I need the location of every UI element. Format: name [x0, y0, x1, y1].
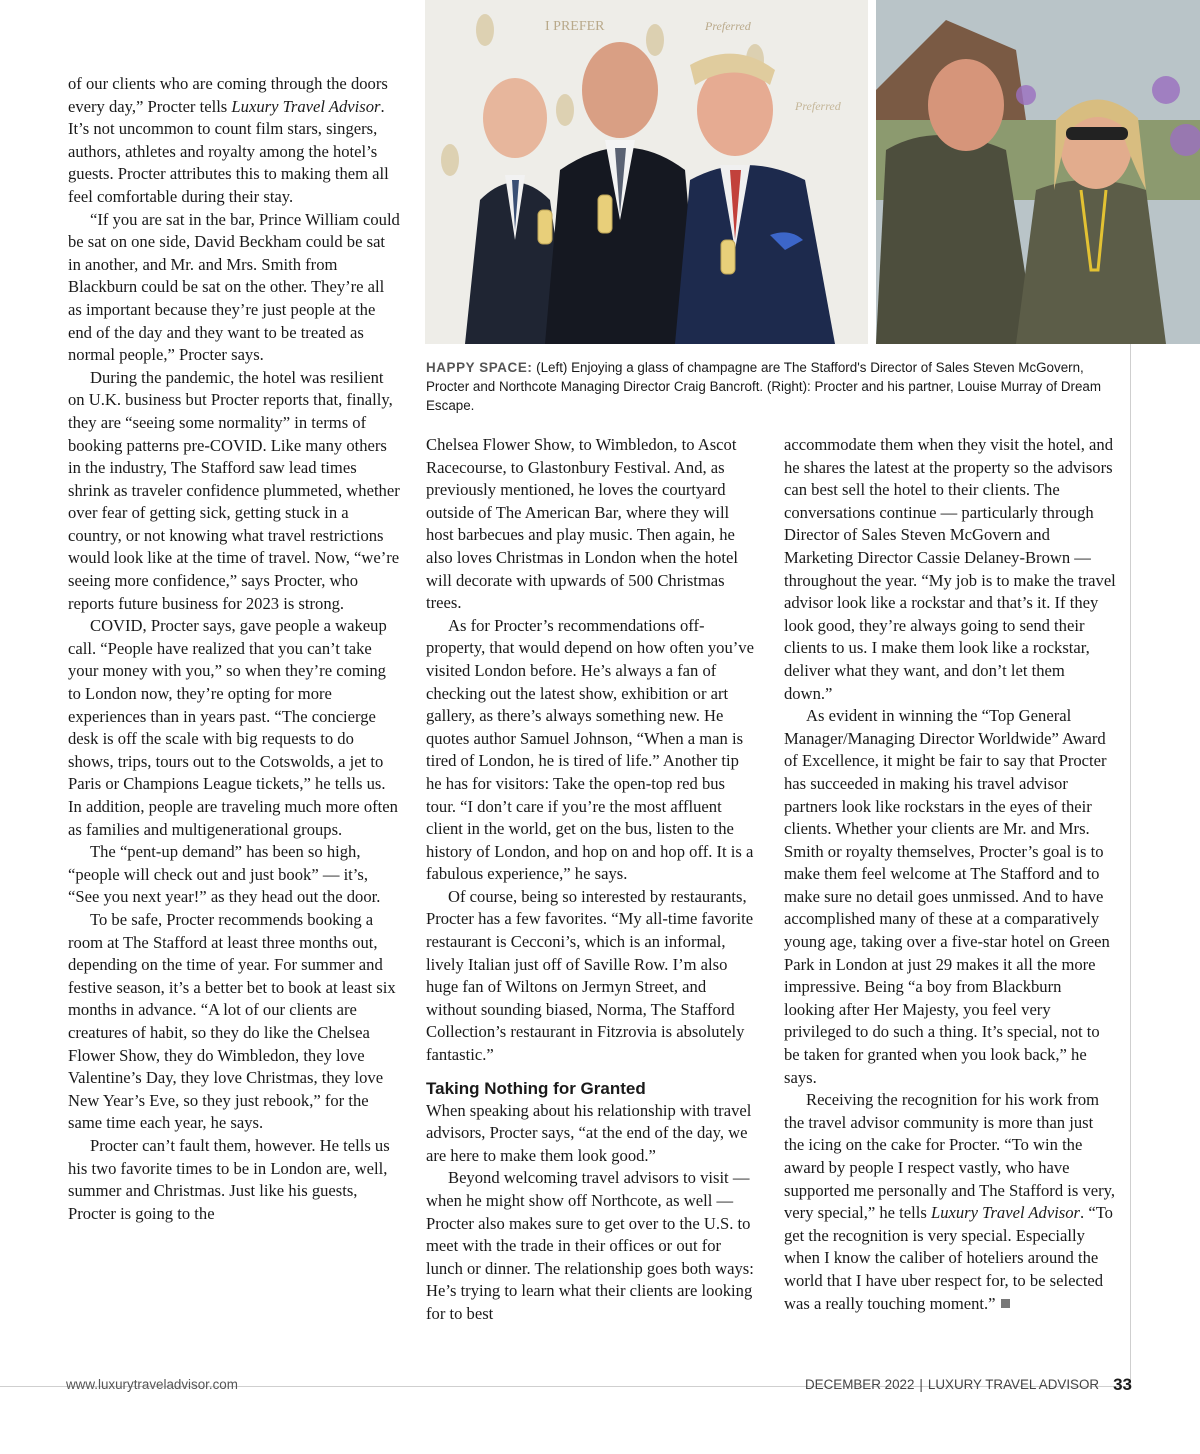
paragraph-text: Receiving the recognition for his work from the travel advisor community is more than just the icing on the cake for Procter. “To win the award by people I respect vastly, who have supported me personally and The Stafford is very, very special,” he tells: [784, 1090, 1116, 1223]
backdrop-text: I PREFER: [545, 19, 605, 34]
paragraph-text: of our clients who are coming through the doors every day,” Procter tells: [68, 74, 388, 116]
page-number: 33: [1113, 1375, 1132, 1394]
paragraph: [68, 73, 400, 209]
paragraph-text-continued: . “To get the recognition is very special. Especially when I know the caliber of hoteliers around the world that I have uber respect for, to be selected was a really touching moment.”: [784, 1203, 1113, 1313]
footer-website-link[interactable]: www.luxurytraveladvisor.com: [66, 1377, 238, 1392]
paragraph: [784, 434, 1116, 705]
paragraph-text-continued: . It’s not uncommon to count film stars, singers, authors, athletes and royalty among the hotel’s guests. Procter attributes this to making them all feel comfortable during their stay.: [68, 96, 389, 206]
caption-text: (Left) Enjoying a glass of champagne are The Stafford's Director of Sales Steven McGovern, Procter and Northcote Managing Director Craig Bancroft. (Right): Procter and his partner, Louise Murray of Dream Escape.: [426, 360, 1102, 413]
paragraph: [68, 209, 400, 367]
paragraph: [68, 367, 400, 616]
photo-caption: [426, 359, 1116, 415]
footer-date: DECEMBER 2022: [805, 1377, 915, 1392]
paragraph-text: During the pandemic, the hotel was resilient on U.K. business but Procter reports that, finally, they are “seeing some normality” in terms of booking patterns pre-COVID. Like many others in the industry, The Stafford saw lead times shrink as traveler confidence plummeted, whether over fear of getting sick, getting stuck in a country, or not knowing what travel restrictions would look like at the time of travel. Now, “we’re seeing more confidence,” says Procter, who reports future business for 2023 is strong.: [68, 367, 400, 613]
photo-left-illustration: [425, 0, 868, 344]
svg-text:Preferred: Preferred: [705, 19, 751, 33]
column-2-body: [426, 434, 758, 1067]
paragraph-text: The “pent-up demand” has been so high, “people will check out and just book” — it’s, “See you next year!” as they head out the door.: [68, 842, 381, 907]
paragraph: [68, 615, 400, 841]
paragraph-text: As evident in winning the “Top General Manager/Managing Director Worldwide” Award of Excellence, it might be fair to say that Procter has succeeded in making his travel advisor partners look like rockstars in the eyes of their clients. Whether your clients are Mr. and Mrs. Smith or royalty themselves, Procter’s goal is to make them feel welcome at The Stafford and to make sure no detail goes unmissed. And to have accomplished many of these at a comparatively young age, taking over a five-star hotel on Green Park in London at just 29 makes it all the more impressive. Being “a boy from Blackburn looking after Her Majesty, you feel very privileged to do such a thing. It’s special, not to be taken for granted when you look back,” he says.: [784, 706, 1110, 1087]
column-2-body-continued: [426, 1100, 758, 1326]
paragraph: [68, 909, 400, 1135]
paragraph-text: Chelsea Flower Show, to Wimbledon, to Ascot Racecourse, to Glastonbury Festival. And, as previously mentioned, he loves the courtyard outside of The American Bar, where they will host barbecues and play music. Then again, he also loves Christmas in London when the hotel will decorate with upwards of 500 Christmas trees.: [426, 435, 739, 613]
end-of-article-mark: [1001, 1299, 1010, 1308]
svg-text:Preferred: Preferred: [795, 99, 841, 113]
paragraph-text: As for Procter’s recommendations off-property, that would depend on how often you’ve visited London before. He’s always a fan of checking out the latest show, exhibition or art gallery, as there’s always something new. He quotes author Samuel Johnson, “When a man is tired of London, he is tired of life.” Another tip he has for visitors: Take the open-top red bus tour. “I don’t care if you’re the most affluent client in the world, get on the bus, listen to the history of London, and hop on and hop off. It is a fabulous experience,” he says.: [426, 615, 754, 884]
publication-name: Luxury Travel Advisor: [930, 1203, 1081, 1223]
footer-publication: LUXURY TRAVEL ADVISOR: [927, 1377, 1100, 1392]
paragraph-text: COVID, Procter says, gave people a wakeup call. “People have realized that you can’t take your money with you,” so when they’re coming to London now, they’re opting for more experiences than in years past. “The concierge desk is off the scale with big requests to do shows, trips, tours out to the Cotswolds, a jet to Paris or Champions League tickets,” he tells us. In addition, people are traveling much more often as families and multigenerational groups.: [68, 616, 398, 839]
paragraph: [68, 1135, 400, 1225]
caption-label: HAPPY SPACE:: [426, 360, 533, 375]
paragraph: [784, 705, 1116, 1089]
paragraph-text: When speaking about his relationship with travel advisors, Procter says, “at the end of the day, we are here to make them look good.”: [426, 1100, 752, 1165]
paragraph-text: Beyond welcoming travel advisors to visit — when he might show off Northcote, as well — Procter also makes sure to get over to the U.S. to meet with the trade in their offices or out for lunch or dinner. The relationship goes both ways: He’s trying to learn what their clients are looking for to best: [426, 1168, 754, 1323]
paragraph: [426, 886, 758, 1067]
footer-separator: |: [919, 1377, 923, 1392]
article-column-2: [426, 434, 758, 1326]
publication-name: Luxury Travel Advisor: [231, 96, 381, 116]
section-subhead: Taking Nothing for Granted: [426, 1078, 646, 1098]
paragraph: [426, 1167, 758, 1325]
paragraph-text: “If you are sat in the bar, Prince William could be sat on one side, David Beckham could be sat in another, and Mr. and Mrs. Smith from Blackburn could be sat on the other. They’re all as important because they’re just people at the end of the day and they want to be treated as normal people,” Procter says.: [68, 209, 400, 365]
article-column-3: [784, 434, 1116, 1315]
photo-left-champagne: [425, 0, 868, 344]
paragraph: [68, 841, 400, 909]
paragraph-text: To be safe, Procter recommends booking a room at The Stafford at least three months out, depending on the time of year. For summer and festive season, it’s a better bet to book at least six months in advance. “A lot of our clients are creatures of habit, so they do like the Chelsea Flower Show, they do Wimbledon, they love Valentine’s Day, they love Christmas, they love New Year’s Eve, so they just rebook,” for the same time each year, he says.: [68, 909, 396, 1133]
paragraph: [426, 434, 758, 615]
paragraph-text: Procter can’t fault them, however. He tells us his two favorite times to be in London are, well, summer and Christmas. Just like his guests, Procter is going to the: [68, 1135, 390, 1223]
article-column-1: [68, 73, 400, 1225]
vertical-rule: [1130, 344, 1131, 1386]
paragraph: [784, 1089, 1116, 1315]
paragraph: [426, 615, 758, 886]
footer-folio: [805, 1377, 1132, 1393]
paragraph-text: Of course, being so interested by restaurants, Procter has a few favorites. “My all-time favorite restaurant is Cecconi’s, which is an informal, lively Italian just off of Saville Row. I’m also huge fan of Wiltons on Jermyn Street, and without sounding biased, Norma, The Stafford Collection’s restaurant in Fitzrovia is absolutely fantastic.”: [426, 886, 754, 1065]
photo-right-couple: [876, 0, 1200, 344]
photo-right-illustration: [876, 0, 1200, 344]
paragraph: [426, 1100, 758, 1168]
paragraph-text: accommodate them when they visit the hotel, and he shares the latest at the property so the advisors can best sell the hotel to their clients. The conversations continue — particularly through Director of Sales Steven McGovern and Marketing Director Cassie Delaney-Brown — throughout the year. “My job is to make the travel advisor look like a rockstar and that’s it. If they look good, they’re always going to send their clients to us. I make them look like a rockstar, deliver what they want, and don’t let them down.”: [784, 435, 1116, 703]
